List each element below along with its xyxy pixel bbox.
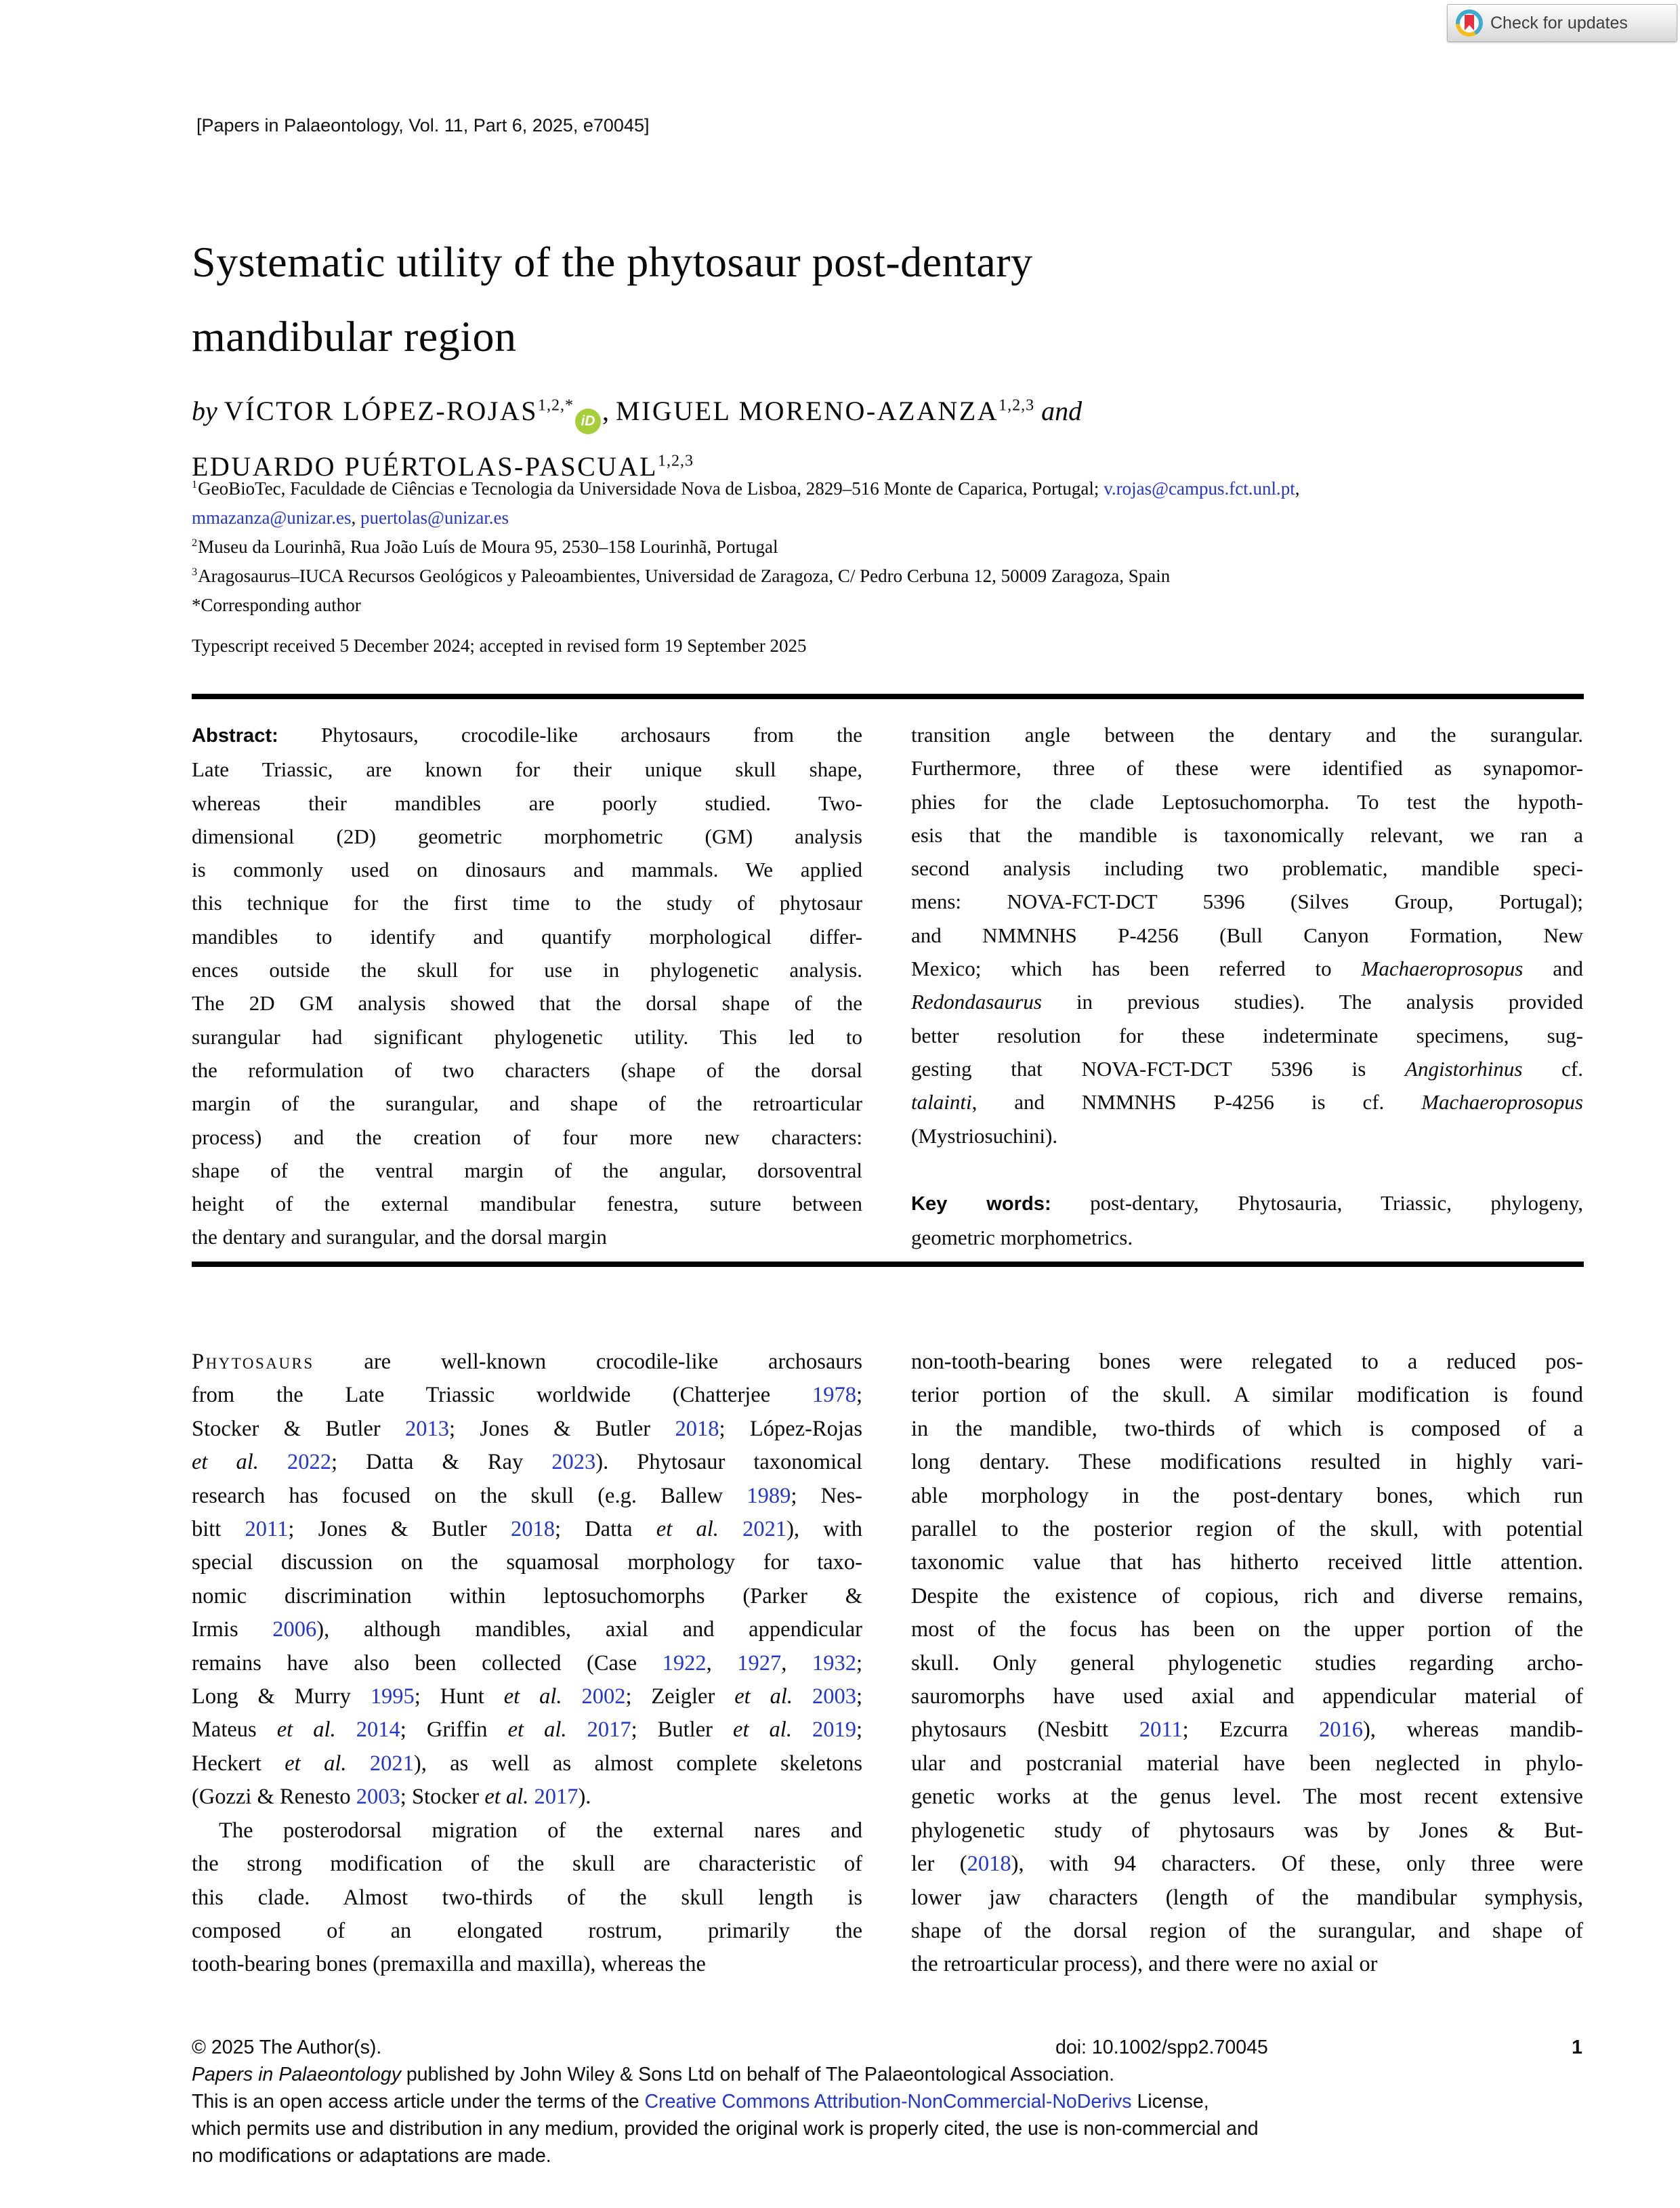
- text-segment: better resolution for these indeterminate specimens, sug-: [911, 1023, 1583, 1047]
- text-line: [192, 1613, 862, 1646]
- text-segment: ; Datta & Ray: [331, 1450, 552, 1475]
- article-title-line2: mandibular region: [192, 312, 517, 360]
- text-segment: et al.: [503, 1684, 562, 1709]
- text-line: [192, 1413, 862, 1446]
- citation-link[interactable]: 2017: [587, 1717, 631, 1743]
- text-segment: Stocker & Butler: [192, 1416, 406, 1441]
- text-segment: [336, 1717, 356, 1742]
- text-segment: margin of the surangular, and shape of the retroarticular: [192, 1091, 862, 1116]
- text-segment: Angistorhinus: [1405, 1056, 1523, 1081]
- footer-license-lines: [192, 2061, 1584, 2169]
- text-segment: research has focused on the skull (e.g. Ballew: [192, 1483, 747, 1508]
- text-segment: shape of the ventral margin of the angular, dorsoventral: [192, 1158, 862, 1182]
- text-segment: is commonly used on dinosaurs and mammals. We applied: [192, 858, 862, 882]
- text-segment: ; Griffin: [400, 1717, 508, 1743]
- text-segment: ;: [856, 1650, 862, 1675]
- text-segment: et al.: [192, 1450, 259, 1475]
- text-line: [911, 1019, 1583, 1052]
- text-line: [192, 1680, 862, 1713]
- text-line: [192, 920, 862, 953]
- text-segment: ,: [351, 507, 360, 528]
- text-line: [911, 1580, 1583, 1613]
- text-segment: Irmis: [192, 1617, 273, 1642]
- text-segment: terior portion of the skull. A similar modification is found: [911, 1383, 1583, 1408]
- text-segment: dimensional (2D) geometric morphometric (GM) analysis: [192, 824, 862, 848]
- text-line: [192, 2115, 1584, 2142]
- text-segment: License,: [1131, 2091, 1209, 2112]
- text-segment: ,: [602, 396, 616, 426]
- text-line: [192, 718, 862, 753]
- text-line: [192, 1446, 862, 1479]
- text-line: [192, 953, 862, 986]
- text-segment: (Gozzi & Renesto: [192, 1785, 356, 1810]
- text-segment: Machaeroprosopus: [1421, 1090, 1583, 1115]
- keywords-block: [911, 1186, 1583, 1255]
- text-segment: ), whereas mandib-: [1362, 1717, 1583, 1743]
- text-segment: in previous studies). The analysis provided: [1041, 990, 1583, 1014]
- text-segment: (Mystriosuchini).: [911, 1123, 1058, 1148]
- text-segment: ,: [781, 1650, 812, 1675]
- citation-link[interactable]: 2014: [356, 1717, 400, 1743]
- text-segment: no modifications or adaptations are made.: [192, 2145, 551, 2167]
- text-segment: et al.: [734, 1684, 793, 1709]
- text-line: [192, 533, 1300, 562]
- text-line: [911, 1513, 1583, 1546]
- text-segment: ), with: [786, 1517, 863, 1542]
- superscript: 3: [192, 566, 198, 578]
- text-line: [192, 1546, 862, 1579]
- abstract-left-column: [192, 718, 862, 1254]
- text-segment: and: [1034, 396, 1083, 426]
- text-segment: gesting that NOVA-FCT-DCT 5396 is: [911, 1056, 1406, 1081]
- text-line: [192, 1054, 862, 1087]
- text-segment: are well-known crocodile-like archosaurs: [314, 1350, 862, 1374]
- text-segment: Long & Murry: [192, 1684, 371, 1709]
- text-line: [911, 785, 1583, 818]
- text-line: [911, 1085, 1583, 1119]
- text-segment: ;: [856, 1717, 863, 1743]
- text-line: [192, 820, 862, 853]
- text-line: [192, 562, 1300, 591]
- text-segment: ; Stocker: [400, 1785, 485, 1810]
- text-segment: [793, 1684, 812, 1709]
- footer-meta-line: [192, 2034, 1584, 2061]
- text-segment: Phytosaurs, crocodile-like archosaurs from the: [278, 723, 862, 747]
- text-segment: The posterodorsal migration of the external nares and: [219, 1818, 862, 1843]
- text-segment: ences outside the skull for use in phylogenetic analysis.: [192, 958, 862, 982]
- text-segment: The 2D GM analysis showed that the dorsal shape of the: [192, 991, 862, 1016]
- text-segment: et al.: [656, 1517, 719, 1542]
- text-segment: et al.: [484, 1785, 529, 1810]
- text-segment: Aragosaurus–IUCA Recursos Geológicos y Paleoambientes, Universidad de Zaragoza, C/ Pedro Cerbuna 12, 50009 Zaragoza, Spain: [198, 566, 1171, 586]
- text-segment: this technique for the first time to the study of phytosaur: [192, 891, 862, 915]
- superscript: 2: [192, 537, 198, 549]
- text-line: [911, 919, 1583, 952]
- text-line: [192, 1747, 862, 1780]
- text-segment: Papers in Palaeontology: [192, 2064, 401, 2085]
- citation-link[interactable]: 2002: [581, 1684, 626, 1709]
- text-line: [192, 1346, 862, 1379]
- text-segment: shape of the dorsal region of the surangular, and shape of: [911, 1918, 1583, 1943]
- text-line: [192, 474, 1300, 503]
- text-line: [911, 1848, 1583, 1881]
- text-line: [192, 1580, 862, 1613]
- text-line: [192, 787, 862, 820]
- text-segment: ), as well as almost complete skeletons: [413, 1751, 863, 1776]
- text-segment: the retroarticular process), and there were no axial or: [911, 1952, 1378, 1977]
- text-line: [911, 1546, 1583, 1579]
- text-line: [192, 886, 862, 919]
- text-line: [192, 2088, 1584, 2115]
- text-segment: post-dentary, Phytosauria, Triassic, phylogeny,: [1051, 1191, 1584, 1215]
- text-segment: [719, 1517, 742, 1541]
- text-segment: Mateus: [192, 1717, 277, 1743]
- text-segment: the reformulation of two characters (shape of the dorsal: [192, 1058, 862, 1082]
- text-segment: surangular had significant phylogenetic utility. This led to: [192, 1024, 862, 1049]
- text-segment: ). Phytosaur taxonomical: [595, 1450, 862, 1475]
- text-segment: ), with 94 characters. Of these, only three were: [1011, 1852, 1583, 1877]
- text-line: [192, 1881, 862, 1915]
- citation-link[interactable]: 2003: [812, 1684, 856, 1709]
- superscript: 1,2,*: [537, 396, 574, 415]
- text-segment: ; Datta: [554, 1517, 656, 1542]
- text-segment: second analysis including two problematic, mandible speci-: [911, 856, 1583, 881]
- citation-link[interactable]: 2006: [272, 1617, 317, 1642]
- text-segment: phies for the clade Leptosuchomorpha. To test the hypoth-: [911, 789, 1583, 814]
- text-line: [911, 1221, 1583, 1254]
- text-segment: taxonomic value that has hitherto received little attention.: [911, 1550, 1583, 1575]
- text-segment: ;: [856, 1383, 862, 1408]
- text-segment: from the Late Triassic worldwide (Chatterjee: [192, 1383, 812, 1408]
- text-line: [192, 1020, 862, 1054]
- citation-link[interactable]: 1932: [812, 1650, 856, 1675]
- text-line: [911, 885, 1583, 918]
- text-line: [192, 2061, 1584, 2088]
- citation-link[interactable]: 2018: [510, 1517, 555, 1542]
- text-segment: sauromorphs have used axial and appendicular material of: [911, 1684, 1583, 1709]
- text-line: [911, 1052, 1583, 1085]
- text-segment: the dentary and surangular, and the dorsal margin: [192, 1225, 607, 1249]
- text-segment: [259, 1450, 287, 1474]
- text-line: [192, 503, 1300, 533]
- text-segment: parallel to the posterior region of the skull, with potential: [911, 1517, 1583, 1542]
- text-line: [911, 1713, 1583, 1747]
- page-footer: [192, 2034, 1584, 2169]
- crossmark-bookmark-icon: [1465, 15, 1474, 30]
- text-segment: in the mandible, two-thirds of which is composed of a: [911, 1416, 1583, 1441]
- text-line: [911, 751, 1583, 785]
- citation-link[interactable]: 1995: [370, 1684, 415, 1709]
- text-segment: Furthermore, three of these were identified as synapomor-: [911, 756, 1583, 780]
- crossmark-icon: [1456, 9, 1483, 37]
- text-segment: ; Nes-: [791, 1483, 862, 1508]
- text-line: [192, 1187, 862, 1220]
- text-segment: transition angle between the dentary and the surangular.: [911, 723, 1583, 747]
- hyperlink[interactable]: v.rojas@campus.fct.unl.pt: [1104, 478, 1295, 499]
- text-segment: special discussion on the squamosal morphology for taxo-: [192, 1550, 862, 1575]
- text-segment: and: [1523, 957, 1583, 981]
- text-segment: [347, 1751, 370, 1776]
- section-label: Abstract:: [192, 725, 278, 747]
- text-segment: et al.: [285, 1751, 347, 1776]
- abstract-bottom-divider: [192, 1262, 1584, 1267]
- text-line: [911, 1680, 1583, 1713]
- text-segment: [562, 1684, 582, 1709]
- text-line: [911, 1379, 1583, 1412]
- text-segment: genetic works at the genus level. The most recent extensive: [911, 1785, 1583, 1810]
- text-line: [192, 591, 1300, 620]
- text-segment: ;: [856, 1684, 863, 1709]
- text-line: [911, 1881, 1583, 1915]
- text-line: [192, 1647, 862, 1680]
- text-segment: height of the external mandibular fenestra, suture between: [192, 1192, 862, 1216]
- text-line: [911, 1346, 1583, 1379]
- text-line: [192, 2142, 1584, 2169]
- citation-link[interactable]: 2013: [405, 1416, 450, 1441]
- text-segment: non-tooth-bearing bones were relegated to a reduced pos-: [911, 1350, 1583, 1374]
- hyperlink[interactable]: mmazanza@unizar.es: [192, 507, 352, 528]
- text-line: [911, 718, 1583, 751]
- text-segment: which permits use and distribution in any medium, provided the original work is properly cited, the use is non-commercial and: [192, 2118, 1259, 2140]
- text-segment: et al.: [733, 1717, 792, 1743]
- text-segment: bitt: [192, 1517, 245, 1542]
- citation-link[interactable]: 1978: [812, 1383, 856, 1408]
- text-segment: Despite the existence of copious, rich and diverse remains,: [911, 1583, 1583, 1608]
- text-segment: ; Zeigler: [625, 1684, 735, 1709]
- text-line: [192, 986, 862, 1020]
- text-segment: Heckert: [192, 1751, 285, 1776]
- body-right-column: [911, 1346, 1583, 1982]
- article-title-line1: Systematic utility of the phytosaur post-dentary: [192, 238, 1033, 286]
- text-segment: long dentary. These modifications resulted in highly vari-: [911, 1450, 1583, 1475]
- text-segment: esis that the mandible is taxonomically relevant, we ran a: [911, 822, 1583, 847]
- text-segment: lower jaw characters (length of the mandibular symphysis,: [911, 1885, 1583, 1910]
- text-segment: most of the focus has been on the upper portion of the: [911, 1617, 1583, 1642]
- text-segment: Late Triassic, are known for their unique skull shape,: [192, 757, 862, 782]
- text-line: [911, 1446, 1583, 1479]
- citation-link[interactable]: 2016: [1318, 1717, 1363, 1743]
- text-line: [192, 1220, 862, 1253]
- text-line: [911, 1186, 1583, 1221]
- text-segment: this clade. Almost two-thirds of the skull length is: [192, 1885, 862, 1910]
- text-segment: ).: [578, 1785, 591, 1810]
- citation-link[interactable]: 2011: [1139, 1717, 1183, 1743]
- text-segment: ,: [706, 1650, 738, 1675]
- text-segment: , and NMMNHS P-4256 is cf.: [971, 1090, 1422, 1115]
- author-name: VÍCTOR LÓPEZ-ROJAS: [224, 396, 538, 426]
- text-segment: et al.: [276, 1717, 336, 1743]
- text-line: [911, 985, 1583, 1018]
- text-segment: et al.: [507, 1717, 567, 1743]
- text-segment: skull. Only general phylogenetic studies regarding archo-: [911, 1650, 1583, 1675]
- text-line: [911, 1480, 1583, 1513]
- text-segment: GeoBioTec, Faculdade de Ciências e Tecnologia da Universidade Nova de Lisboa, 2829–516 Monte de Caparica, Portugal;: [198, 478, 1104, 499]
- citation-link[interactable]: 2011: [245, 1517, 289, 1542]
- text-line: [911, 1647, 1583, 1680]
- text-line: [911, 1814, 1583, 1848]
- copyright-notice: © 2025 The Author(s).: [192, 2037, 382, 2058]
- abstract-top-divider: [192, 694, 1584, 699]
- text-segment: Machaeroprosopus: [1361, 957, 1524, 981]
- text-segment: cf.: [1522, 1056, 1584, 1081]
- text-line: [911, 852, 1583, 885]
- citation-link[interactable]: 1922: [662, 1650, 707, 1675]
- body-left-column: [192, 1346, 862, 1982]
- text-line: [911, 1780, 1583, 1814]
- text-segment: *Corresponding author: [192, 595, 361, 615]
- check-for-updates-button[interactable]: [1447, 4, 1677, 42]
- citation-link[interactable]: 2019: [812, 1717, 857, 1743]
- text-segment: ; López-Rojas: [719, 1416, 862, 1441]
- text-line: [192, 383, 1082, 439]
- text-segment: geometric morphometrics.: [911, 1226, 1133, 1250]
- text-line: [192, 1513, 862, 1546]
- text-line: [192, 1713, 862, 1747]
- hyperlink[interactable]: Creative Commons Attribution-NonCommercial-NoDerivs: [644, 2091, 1132, 2112]
- text-line: [192, 1780, 862, 1814]
- text-line: [911, 818, 1583, 852]
- article-title: [192, 225, 1033, 374]
- text-line: [192, 1087, 862, 1120]
- text-segment: ; Butler: [631, 1717, 734, 1743]
- text-segment: Mexico; which has been referred to: [911, 957, 1362, 981]
- citation-link[interactable]: 2021: [742, 1517, 787, 1542]
- text-segment: phylogenetic study of phytosaurs was by Jones & But-: [911, 1818, 1583, 1843]
- check-for-updates-label: Check for updates: [1490, 13, 1628, 33]
- citation-link[interactable]: 2023: [551, 1450, 596, 1475]
- received-accepted-line: Typescript received 5 December 2024; accepted in revised form 19 September 2025: [192, 636, 807, 656]
- text-segment: by: [192, 396, 224, 426]
- text-segment: This is an open access article under the terms of the: [192, 2091, 645, 2112]
- author-name: EDUARDO PUÉRTOLAS-PASCUAL: [192, 451, 658, 482]
- text-line: [911, 952, 1583, 985]
- citation-link[interactable]: 2018: [675, 1416, 719, 1441]
- text-segment: talainti: [911, 1090, 972, 1115]
- text-segment: ), although mandibles, axial and appendicular: [316, 1617, 863, 1642]
- text-segment: ; Jones & Butler: [288, 1517, 511, 1542]
- doi-text: doi: 10.1002/spp2.70045: [1055, 2037, 1268, 2058]
- text-segment: process) and the creation of four more new characters:: [192, 1125, 862, 1149]
- text-segment: Museu da Lourinhã, Rua João Luís de Moura 95, 2530–158 Lourinhã, Portugal: [198, 537, 778, 557]
- superscript: 1,2,3: [999, 396, 1035, 415]
- text-segment: mandibles to identify and quantify morphological differ-: [192, 924, 862, 949]
- text-segment: ; Jones & Butler: [449, 1416, 675, 1441]
- text-segment: Redondasaurus: [911, 990, 1042, 1014]
- orcid-icon[interactable]: iD: [575, 409, 601, 434]
- text-segment: ler (: [911, 1852, 967, 1877]
- section-label: Key words:: [911, 1193, 1051, 1215]
- text-line: [192, 753, 862, 786]
- text-line: [192, 1814, 862, 1848]
- text-segment: tooth-bearing bones (premaxilla and maxilla), whereas the: [192, 1952, 706, 1977]
- superscript: 1: [192, 478, 198, 491]
- superscript: 1,2,3: [657, 452, 694, 470]
- text-segment: published by John Wiley & Sons Ltd on behalf of The Palaeontological Association.: [400, 2064, 1115, 2085]
- text-line: [911, 1915, 1583, 1948]
- text-line: [192, 1379, 862, 1412]
- affiliations: [192, 474, 1300, 620]
- hyperlink[interactable]: puertolas@unizar.es: [360, 507, 509, 528]
- text-line: [192, 1848, 862, 1881]
- text-line: [911, 1413, 1583, 1446]
- text-segment: composed of an elongated rostrum, primarily the: [192, 1918, 862, 1943]
- text-segment: [792, 1717, 812, 1742]
- text-line: [911, 1747, 1583, 1780]
- text-segment: Phytosaurs: [192, 1350, 314, 1374]
- text-line: [192, 1480, 862, 1513]
- text-line: [192, 1915, 862, 1948]
- text-segment: ,: [1295, 478, 1300, 499]
- text-segment: ular and postcranial material have been neglected in phylo-: [911, 1751, 1583, 1776]
- text-segment: [567, 1717, 587, 1742]
- text-line: [192, 853, 862, 886]
- citation-link[interactable]: 1927: [737, 1650, 782, 1675]
- citation-link[interactable]: 2003: [356, 1785, 400, 1810]
- text-segment: ; Ezcurra: [1182, 1717, 1319, 1743]
- citation-link[interactable]: 2021: [369, 1751, 414, 1776]
- text-line: [911, 1948, 1583, 1981]
- citation-link[interactable]: 2022: [287, 1450, 331, 1475]
- text-line: [192, 1121, 862, 1154]
- text-segment: remains have also been collected (Case: [192, 1650, 663, 1675]
- text-segment: mens: NOVA-FCT-DCT 5396 (Silves Group, Portugal);: [911, 890, 1583, 914]
- text-line: [192, 1948, 862, 1981]
- text-line: [911, 1119, 1583, 1152]
- text-line: [911, 1613, 1583, 1646]
- text-segment: able morphology in the post-dentary bones, which run: [911, 1483, 1583, 1508]
- text-segment: and NMMNHS P-4256 (Bull Canyon Formation, New: [911, 923, 1583, 947]
- citation-link[interactable]: 1989: [747, 1483, 791, 1508]
- journal-volume-line: [Papers in Palaeontology, Vol. 11, Part 6, 2025, e70045]: [196, 115, 650, 136]
- text-segment: nomic discrimination within leptosuchomorphs (Parker &: [192, 1583, 862, 1608]
- author-name: MIGUEL MORENO-AZANZA: [615, 396, 999, 426]
- text-line: [192, 1154, 862, 1187]
- abstract-right-column: [911, 718, 1583, 1152]
- citation-link[interactable]: 2017: [534, 1785, 579, 1810]
- citation-link[interactable]: 2018: [967, 1852, 1011, 1877]
- text-segment: whereas their mandibles are poorly studied. Two-: [192, 791, 862, 815]
- text-segment: phytosaurs (Nesbitt: [911, 1717, 1139, 1743]
- text-segment: the strong modification of the skull are characteristic of: [192, 1852, 862, 1877]
- page-number: 1: [1572, 2037, 1582, 2058]
- text-segment: ; Hunt: [414, 1684, 504, 1709]
